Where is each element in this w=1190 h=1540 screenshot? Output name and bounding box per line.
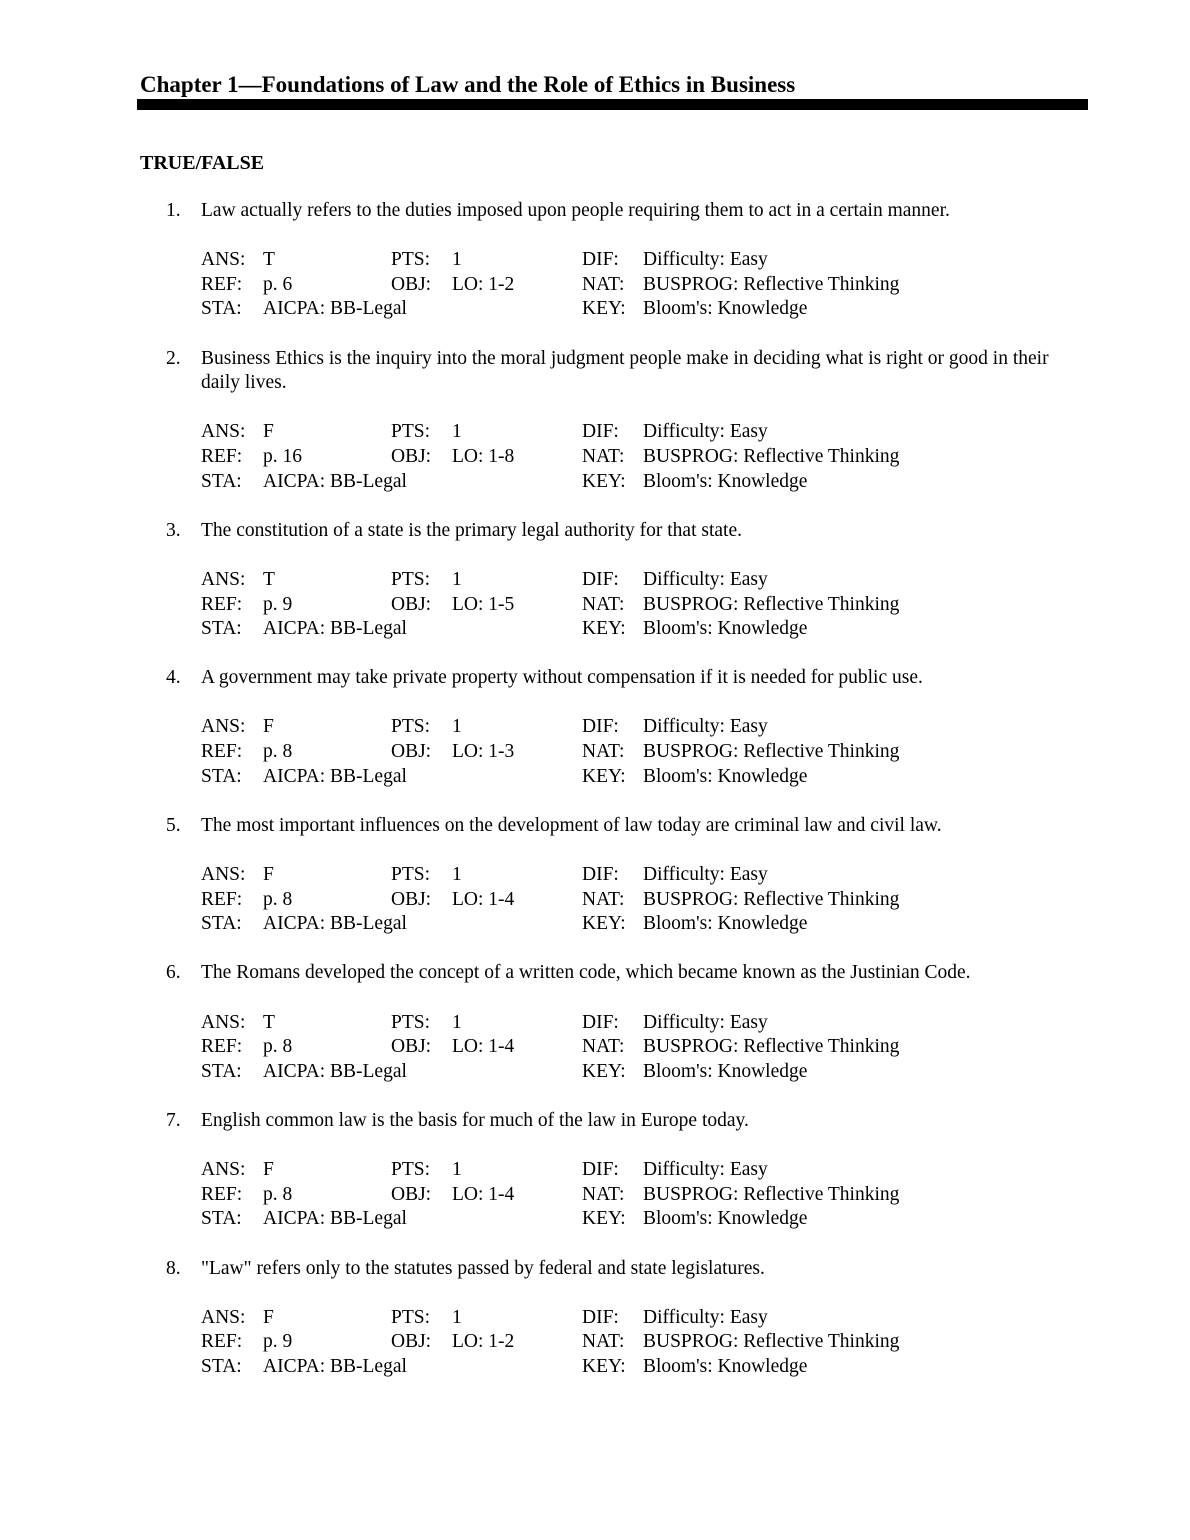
sta-label: STA: <box>201 1355 242 1377</box>
question-7 <box>0 1109 1190 1232</box>
meta-row-ref <box>201 1330 1190 1355</box>
obj-value: LO: 1-4 <box>452 1183 515 1205</box>
pts-label: PTS: <box>391 249 431 271</box>
question-5 <box>0 814 1190 937</box>
answer-metadata <box>201 1306 1190 1380</box>
sta-label: STA: <box>201 618 242 640</box>
obj-value: LO: 1-2 <box>452 273 515 295</box>
obj-value: LO: 1-4 <box>452 1036 515 1058</box>
ans-label: ANS: <box>201 421 246 443</box>
nat-label: NAT: <box>582 445 625 467</box>
ans-value: F <box>263 716 274 738</box>
key-value: Bloom's: Knowledge <box>643 1060 808 1082</box>
nat-value: BUSPROG: Reflective Thinking <box>643 888 900 910</box>
pts-label: PTS: <box>391 421 431 443</box>
answer-metadata <box>201 715 1190 789</box>
key-value: Bloom's: Knowledge <box>643 765 808 787</box>
pts-value: 1 <box>452 568 462 590</box>
dif-label: DIF: <box>582 249 619 271</box>
obj-value: LO: 1-2 <box>452 1331 515 1353</box>
obj-value: LO: 1-5 <box>452 593 515 615</box>
ref-label: REF: <box>201 593 243 615</box>
key-value: Bloom's: Knowledge <box>643 618 808 640</box>
question-number: 4. <box>166 667 181 689</box>
question-1 <box>0 199 1190 322</box>
sta-label: STA: <box>201 1060 242 1082</box>
dif-label: DIF: <box>582 1306 619 1328</box>
meta-row-ans <box>201 715 1190 740</box>
meta-row-ref <box>201 445 1190 470</box>
nat-value: BUSPROG: Reflective Thinking <box>643 1331 900 1353</box>
dif-value: Difficulty: Easy <box>643 421 768 443</box>
meta-row-ref <box>201 593 1190 618</box>
obj-label: OBJ: <box>391 273 432 295</box>
pts-value: 1 <box>452 864 462 886</box>
dif-label: DIF: <box>582 421 619 443</box>
pts-label: PTS: <box>391 568 431 590</box>
question-text: The most important influences on the development of law today are criminal law and civil law. <box>201 814 942 836</box>
ref-label: REF: <box>201 741 243 763</box>
pts-label: PTS: <box>391 1159 431 1181</box>
question-number: 6. <box>166 962 181 984</box>
ref-value: p. 9 <box>263 593 293 615</box>
dif-value: Difficulty: Easy <box>643 568 768 590</box>
dif-label: DIF: <box>582 1011 619 1033</box>
dif-value: Difficulty: Easy <box>643 1011 768 1033</box>
nat-value: BUSPROG: Reflective Thinking <box>643 593 900 615</box>
ans-value: T <box>263 1011 275 1033</box>
meta-row-ans <box>201 248 1190 273</box>
ans-label: ANS: <box>201 249 246 271</box>
nat-label: NAT: <box>582 1036 625 1058</box>
nat-value: BUSPROG: Reflective Thinking <box>643 741 900 763</box>
key-value: Bloom's: Knowledge <box>643 1208 808 1230</box>
key-value: Bloom's: Knowledge <box>643 1355 808 1377</box>
ref-label: REF: <box>201 888 243 910</box>
meta-row-ans <box>201 863 1190 888</box>
nat-label: NAT: <box>582 741 625 763</box>
question-8 <box>0 1257 1190 1380</box>
dif-value: Difficulty: Easy <box>643 716 768 738</box>
pts-value: 1 <box>452 1159 462 1181</box>
ref-value: p. 8 <box>263 741 293 763</box>
ans-value: F <box>263 1306 274 1328</box>
question-text: English common law is the basis for much of the law in Europe today. <box>201 1109 749 1131</box>
meta-row-ans <box>201 1306 1190 1331</box>
ans-value: F <box>263 1159 274 1181</box>
answer-metadata <box>201 420 1190 494</box>
question-number: 3. <box>166 519 181 541</box>
answer-metadata <box>201 1011 1190 1085</box>
meta-row-sta <box>201 470 1190 495</box>
pts-label: PTS: <box>391 864 431 886</box>
meta-row-ref <box>201 888 1190 913</box>
answer-metadata <box>201 1158 1190 1232</box>
nat-value: BUSPROG: Reflective Thinking <box>643 273 900 295</box>
obj-label: OBJ: <box>391 888 432 910</box>
obj-label: OBJ: <box>391 445 432 467</box>
ans-label: ANS: <box>201 1159 246 1181</box>
ref-label: REF: <box>201 1183 243 1205</box>
question-4 <box>0 666 1190 789</box>
nat-label: NAT: <box>582 593 625 615</box>
meta-row-ans <box>201 1158 1190 1183</box>
nat-value: BUSPROG: Reflective Thinking <box>643 1036 900 1058</box>
ans-label: ANS: <box>201 1306 246 1328</box>
sta-value: AICPA: BB-Legal <box>263 1208 407 1230</box>
meta-row-sta <box>201 297 1190 322</box>
meta-row-ref <box>201 273 1190 298</box>
question-number: 2. <box>166 347 181 369</box>
dif-value: Difficulty: Easy <box>643 864 768 886</box>
question-text: Business Ethics is the inquiry into the moral judgment people make in deciding what is right or good in their daily lives. <box>201 347 1049 394</box>
meta-row-sta <box>201 617 1190 642</box>
dif-value: Difficulty: Easy <box>643 249 768 271</box>
ref-value: p. 8 <box>263 1183 293 1205</box>
dif-value: Difficulty: Easy <box>643 1306 768 1328</box>
key-label: KEY: <box>582 913 626 935</box>
nat-label: NAT: <box>582 273 625 295</box>
question-number: 1. <box>166 200 181 221</box>
nat-label: NAT: <box>582 888 625 910</box>
ref-value: p. 8 <box>263 888 293 910</box>
chapter-title: Chapter 1—Foundations of Law and the Role of Ethics in Business <box>140 72 796 97</box>
nat-label: NAT: <box>582 1183 625 1205</box>
meta-row-sta <box>201 912 1190 937</box>
key-value: Bloom's: Knowledge <box>643 913 808 935</box>
sta-value: AICPA: BB-Legal <box>263 913 407 935</box>
dif-label: DIF: <box>582 716 619 738</box>
question-3 <box>0 519 1190 642</box>
meta-row-sta <box>201 1355 1190 1380</box>
meta-row-ans <box>201 1011 1190 1036</box>
meta-row-sta <box>201 765 1190 790</box>
key-label: KEY: <box>582 1355 626 1377</box>
obj-label: OBJ: <box>391 1331 432 1353</box>
meta-row-ref <box>201 1035 1190 1060</box>
pts-label: PTS: <box>391 1011 431 1033</box>
ref-value: p. 8 <box>263 1036 293 1058</box>
ref-label: REF: <box>201 445 243 467</box>
answer-metadata <box>201 248 1190 322</box>
key-label: KEY: <box>582 618 626 640</box>
nat-label: NAT: <box>582 1331 625 1353</box>
sta-value: AICPA: BB-Legal <box>263 298 407 320</box>
question-number: 7. <box>166 1109 181 1131</box>
ref-label: REF: <box>201 1331 243 1353</box>
sta-label: STA: <box>201 1208 242 1230</box>
obj-label: OBJ: <box>391 593 432 615</box>
pts-value: 1 <box>452 1306 462 1328</box>
ans-label: ANS: <box>201 716 246 738</box>
key-value: Bloom's: Knowledge <box>643 470 808 492</box>
dif-label: DIF: <box>582 864 619 886</box>
meta-row-ans <box>201 420 1190 445</box>
obj-value: LO: 1-8 <box>452 445 515 467</box>
key-label: KEY: <box>582 765 626 787</box>
sta-value: AICPA: BB-Legal <box>263 1355 407 1377</box>
ref-value: p. 16 <box>263 445 302 467</box>
key-label: KEY: <box>582 470 626 492</box>
meta-row-ans <box>201 568 1190 593</box>
question-number: 5. <box>166 814 181 836</box>
ref-label: REF: <box>201 273 243 295</box>
nat-value: BUSPROG: Reflective Thinking <box>643 445 900 467</box>
question-number: 8. <box>166 1257 181 1279</box>
obj-label: OBJ: <box>391 741 432 763</box>
pts-value: 1 <box>452 1011 462 1033</box>
obj-label: OBJ: <box>391 1183 432 1205</box>
ref-value: p. 6 <box>263 273 293 295</box>
obj-value: LO: 1-3 <box>452 741 515 763</box>
ans-value: T <box>263 568 275 590</box>
key-value: Bloom's: Knowledge <box>643 298 808 320</box>
question-6 <box>0 961 1190 1084</box>
question-text: "Law" refers only to the statutes passed by federal and state legislatures. <box>201 1257 765 1279</box>
title-rule <box>137 99 1088 110</box>
ans-label: ANS: <box>201 568 246 590</box>
sta-value: AICPA: BB-Legal <box>263 618 407 640</box>
question-text: A government may take private property without compensation if it is needed for public use. <box>201 667 923 689</box>
ans-value: F <box>263 864 274 886</box>
sta-label: STA: <box>201 913 242 935</box>
ans-value: F <box>263 421 274 443</box>
meta-row-ref <box>201 740 1190 765</box>
pts-label: PTS: <box>391 1306 431 1328</box>
key-label: KEY: <box>582 298 626 320</box>
ref-label: REF: <box>201 1036 243 1058</box>
ans-label: ANS: <box>201 864 246 886</box>
dif-label: DIF: <box>582 1159 619 1181</box>
sta-value: AICPA: BB-Legal <box>263 765 407 787</box>
question-text: The constitution of a state is the primary legal authority for that state. <box>201 519 742 541</box>
sta-label: STA: <box>201 470 242 492</box>
meta-row-sta <box>201 1060 1190 1085</box>
pts-value: 1 <box>452 716 462 738</box>
sta-label: STA: <box>201 765 242 787</box>
question-text: The Romans developed the concept of a written code, which became known as the Justinian Code. <box>201 962 971 984</box>
obj-label: OBJ: <box>391 1036 432 1058</box>
meta-row-sta <box>201 1207 1190 1232</box>
question-text: Law actually refers to the duties imposed upon people requiring them to act in a certain manner. <box>201 200 950 221</box>
meta-row-ref <box>201 1183 1190 1208</box>
sta-value: AICPA: BB-Legal <box>263 470 407 492</box>
nat-value: BUSPROG: Reflective Thinking <box>643 1183 900 1205</box>
key-label: KEY: <box>582 1060 626 1082</box>
ans-label: ANS: <box>201 1011 246 1033</box>
pts-label: PTS: <box>391 716 431 738</box>
answer-metadata <box>201 568 1190 642</box>
pts-value: 1 <box>452 421 462 443</box>
ref-value: p. 9 <box>263 1331 293 1353</box>
answer-metadata <box>201 863 1190 937</box>
question-list <box>0 199 1190 1404</box>
ans-value: T <box>263 249 275 271</box>
section-heading: TRUE/FALSE <box>140 152 265 174</box>
key-label: KEY: <box>582 1208 626 1230</box>
sta-value: AICPA: BB-Legal <box>263 1060 407 1082</box>
obj-value: LO: 1-4 <box>452 888 515 910</box>
dif-value: Difficulty: Easy <box>643 1159 768 1181</box>
question-2 <box>0 347 1190 495</box>
pts-value: 1 <box>452 249 462 271</box>
dif-label: DIF: <box>582 568 619 590</box>
sta-label: STA: <box>201 298 242 320</box>
